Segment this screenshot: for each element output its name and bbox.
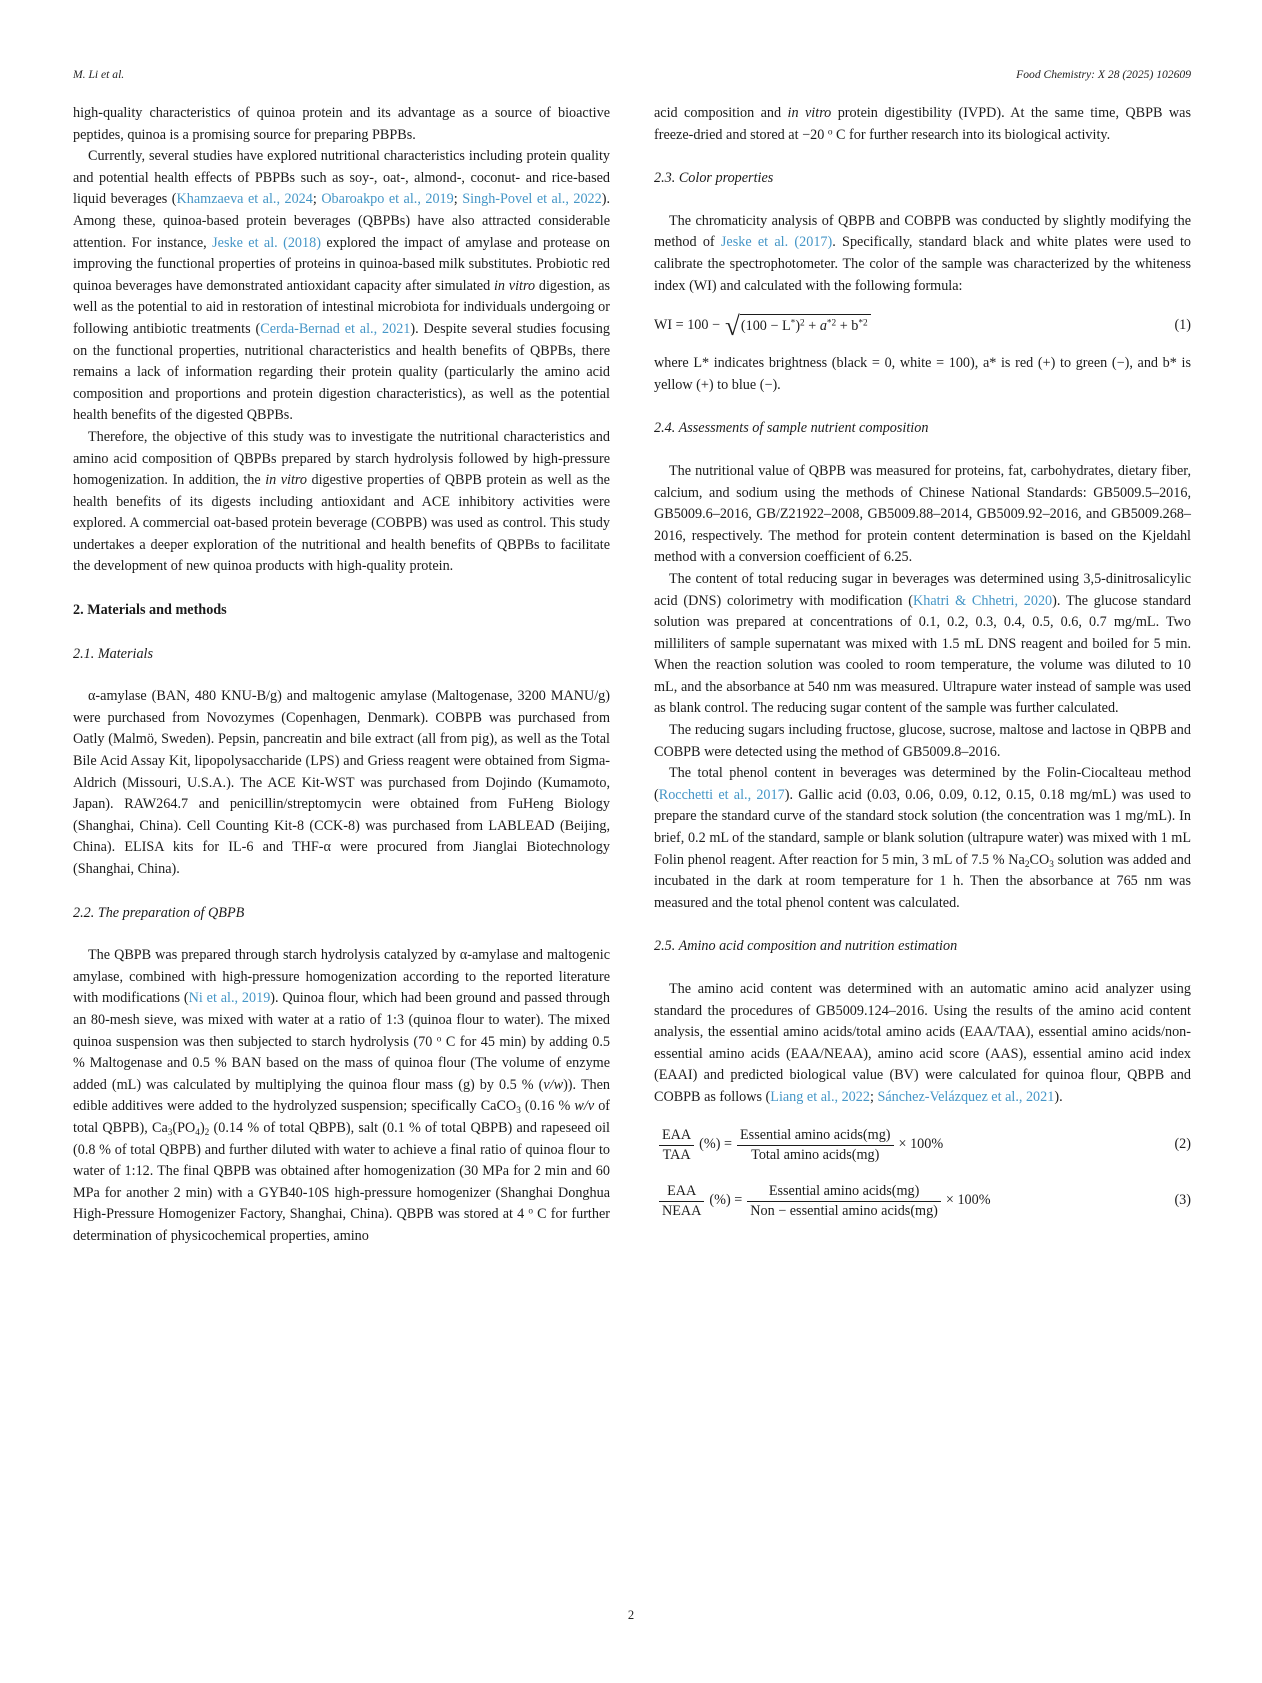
fraction-essential-nonessential bbox=[747, 1182, 941, 1221]
citation-link[interactable]: Jeske et al. (2017) bbox=[720, 234, 833, 251]
fraction-essential-total bbox=[737, 1126, 894, 1165]
running-head-journal: Food Chemistry: X 28 (2025) 102609 bbox=[1016, 68, 1191, 81]
text-segment: C for 45 min) by adding 0.5 % Maltogenase and 0.5 % BAN based on the mass of quinoa flour (The volume of enzyme added (mL) was calculated by multiplying the quinoa flour mass (g) by 0.5 % ( bbox=[73, 1033, 610, 1093]
paragraph-sugars-detected bbox=[654, 720, 1191, 763]
column-right bbox=[654, 103, 1191, 1248]
text-segment: ). Despite several studies focusing on the functional properties, nutritional characteristics and health benefits of QBPBs, there remains a lack of information regarding their protein quality (particularly the amino acid composition and proportions and protein digestion characteristics), as well as the potential health benefits of the digested QBPBs. bbox=[73, 320, 610, 424]
paragraph-amino-acid bbox=[654, 979, 1191, 1109]
text-segment: protein digestibility (IVPD). At the same time, QBPB was freeze-dried and stored at −20 bbox=[654, 105, 1191, 143]
text-segment: )). Then edible additives were added to the hydrolyzed suspension; specifically CaCO bbox=[73, 1076, 611, 1115]
text-segment: + bbox=[804, 318, 820, 335]
equation-number-2: (2) bbox=[1174, 1136, 1191, 1153]
text-segment: (0.16 % bbox=[520, 1098, 575, 1115]
fraction-denominator: Non − essential amino acids(mg) bbox=[747, 1201, 941, 1221]
text-segment: ) bbox=[199, 1119, 205, 1136]
paragraph-reducing-sugar bbox=[654, 569, 1191, 720]
text-segment: CO bbox=[1029, 851, 1050, 868]
text-segment: where L* indicates brightness (black = 0, white = 100), a* is red (+) to green (−), and b* is yellow (+) to blue (−). bbox=[654, 355, 1191, 393]
text-segment: v/w bbox=[543, 1076, 564, 1093]
text-segment: w/v bbox=[574, 1098, 595, 1115]
text-segment: of total QBPB), Ca bbox=[73, 1098, 611, 1136]
paragraph-total-phenol bbox=[654, 763, 1191, 914]
text-segment: in vitro bbox=[493, 277, 536, 294]
equation-mid: (%) = bbox=[709, 1192, 743, 1209]
fraction-denominator: NEAA bbox=[659, 1201, 704, 1221]
text-segment: (0.14 % of total QBPB), salt (0.1 % of total QBPB) and rapeseed oil (0.8 % of total QBPB) and further diluted with water to achieve a final ratio of quinoa flour to water of 1:12. The final QBPB was obtained after homogenization (30 MPa for 2 min and 60 MPa for another 2 min) with a GYB40-10S high-pressure homogenizer (Shanghai Donghua High-Pressure Homogenizer Factory, Shanghai, China). QBPB was stored at 4 bbox=[73, 1119, 610, 1223]
subsection-heading-materials: 2.1. Materials bbox=[73, 645, 153, 662]
text-segment: explored the impact of amylase and protease on improving the functional properties of proteins in quinoa-based milk substitutes. Probiotic red quinoa beverages have demonstrated antioxidant capacity after simulated bbox=[73, 234, 610, 294]
text-segment: 2 bbox=[800, 318, 805, 329]
fraction-eaa-neaa bbox=[659, 1182, 704, 1221]
fraction-numerator: Essential amino acids(mg) bbox=[768, 1182, 920, 1199]
citation-link[interactable]: Khamzaeva et al., 2024 bbox=[176, 191, 313, 208]
equation-eaa-neaa bbox=[654, 1182, 1191, 1221]
equation-times: × 100% bbox=[945, 1192, 991, 1209]
text-segment: acid composition and bbox=[654, 105, 788, 121]
text-segment: * bbox=[790, 318, 796, 329]
paragraph-continuation bbox=[654, 103, 1191, 146]
radical bbox=[725, 311, 871, 342]
citation-link[interactable]: Cerda-Bernad et al., 2021 bbox=[260, 320, 411, 337]
fraction-eaa-taa bbox=[659, 1126, 694, 1165]
fraction-numerator: Essential amino acids(mg) bbox=[740, 1126, 891, 1143]
text-segment: 2 bbox=[204, 1127, 210, 1138]
text-segment: 2 bbox=[1024, 859, 1030, 870]
subsection-heading-color: 2.3. Color properties bbox=[654, 170, 774, 187]
radical-sign: √ bbox=[725, 311, 740, 342]
text-segment: ). Quinoa flour, which had been ground and passed through an 80-mesh sieve, was mixed with water at a ratio of 1:3 (quinoa flour to water). The mixed quinoa suspension was then subjected to starch hydrolysis (70 bbox=[73, 990, 610, 1050]
text-segment: 4 bbox=[195, 1127, 200, 1138]
text-segment: 3 bbox=[1049, 859, 1054, 870]
text-segment: The content of total reducing sugar in beverages was determined using 3,5-dinitrosalicylic acid (DNS) colorimetry with modification ( bbox=[654, 570, 1191, 609]
text-segment: The nutritional value of QBPB was measured for proteins, fat, carbohydrates, dietary fiber, calcium, and sodium using the methods of Chinese National Standards: GB5009.5–2016, GB5009.6–2016, GB/Z21922–2008, GB5009.88–2014, GB5009.92–2016, and GB5009.268–2016, respectively. The method for protein content determination is based on the Kjeldahl method with a conversion coefficient of 6.25. bbox=[654, 462, 1191, 566]
text-segment: The chromaticity analysis of QBPB and COBPB was conducted by slightly modifying the method of bbox=[654, 212, 1191, 251]
subsection-heading-nutrient: 2.4. Assessments of sample nutrient composition bbox=[654, 420, 929, 437]
equation-whiteness-index bbox=[654, 311, 1191, 342]
equation-mid: (%) = bbox=[699, 1136, 732, 1153]
text-segment: ; bbox=[312, 191, 322, 208]
text-segment: The total phenol content in beverages was determined by the Folin-Ciocalteau method ( bbox=[654, 765, 1191, 803]
text-segment: *2 bbox=[858, 318, 868, 329]
equation-times: × 100% bbox=[898, 1136, 944, 1153]
page-number: 2 bbox=[627, 1608, 635, 1622]
text-segment: C for further research into its biological activity. bbox=[832, 126, 1111, 143]
text-segment: The amino acid content was determined with an automatic amino acid analyzer using standard the procedures of GB5009.124–2016. Using the results of the amino acid content analysis, the essential amino acids/total amino acids (EAA/TAA), essential amino acids/non-essential amino acids (EAA/NEAA), amino acid score (AAS), essential amino acid index (EAAI) and predicted biological value (BV) were calculated for quinoa flour, QBPB and COBPB as follows ( bbox=[654, 981, 1191, 1105]
text-segment: in vitro bbox=[265, 472, 307, 489]
text-segment: (100 − L bbox=[740, 318, 791, 335]
text-segment: The QBPB was prepared through starch hydrolysis catalyzed by α-amylase and maltogenic amylase, combined with high-pressure homogenization according to the reported literature with modifications ( bbox=[73, 947, 610, 1007]
fraction-denominator: Total amino acids(mg) bbox=[737, 1145, 894, 1165]
text-segment: o bbox=[528, 1206, 533, 1217]
equation-eaa-taa bbox=[654, 1126, 1191, 1165]
citation-link[interactable]: Khatri & Chhetri, 2020 bbox=[913, 592, 1053, 609]
equation-eaa-neaa-body bbox=[654, 1182, 991, 1221]
text-segment: in vitro bbox=[787, 105, 832, 121]
text-segment: + b bbox=[836, 318, 859, 335]
text-segment: ). Gallic acid (0.03, 0.06, 0.09, 0.12, 0.15, 0.18 mg/mL) was used to prepare the standard curve of the standard stock solution (the concentration was 1 mg/mL). In brief, 0.2 mL of the standard, sample or blank solution (ultrapure water) was mixed with 1 mL Folin phenol reagent. After reaction for 5 min, 3 mL of 7.5 % Na bbox=[654, 786, 1191, 868]
citation-link[interactable]: Ni et al., 2019 bbox=[188, 990, 271, 1007]
section-heading-materials-methods: 2. Materials and methods bbox=[73, 602, 227, 619]
text-segment: ). Among these, quinoa-based protein beverages (QBPBs) have also attracted considerable attention. For instance, bbox=[73, 191, 611, 251]
paragraph-preparation bbox=[73, 945, 610, 1247]
citation-link[interactable]: Singh-Povel et al., 2022 bbox=[462, 191, 602, 208]
fraction-numerator: EAA bbox=[662, 1126, 692, 1143]
text-segment: α-amylase (BAN, 480 KNU-B/g) and maltogenic amylase (Maltogenase, 3200 MANU/g) were purchased from Novozymes (Copenhagen, Denmark). COBPB was purchased from Oatly (Malmö, Sweden). Pepsin, pancreatin and bile extract (all from pig), as well as the Total Bile Acid Assay Kit, lipopolysaccharide (LPS) and Griess reagent were obtained from Sigma-Aldrich (Missouri, U.S.A.). The ACE Kit-WST was purchased from Dojindo (Kumamoto, Japan). RAW264.7 and penicillin/streptomycin were obtained from FuHeng Biology (Shanghai, China). Cell Counting Kit-8 (CCK-8) was purchased from LABLEAD (Beijing, China). ELISA kits for IL-6 and THF-α were procured from Jianglai Biotechnology (Shanghai, China). bbox=[73, 688, 610, 877]
citation-link[interactable]: Liang et al., 2022 bbox=[770, 1088, 870, 1105]
paragraph-reagents bbox=[73, 686, 610, 880]
column-left bbox=[73, 103, 610, 1248]
text-segment: digestive properties of QBPB protein as well as the health benefits of its digests including antioxidant and ACE inhibitory activities were explored. A commercial oat-based protein beverage (COBPB) was used as control. This study undertakes a deeper exploration of the nutritional and health benefits of QBPBs to facilitate the development of new quinoa products with high-quality protein. bbox=[73, 472, 610, 575]
citation-link[interactable]: Obaroakpo et al., 2019 bbox=[321, 191, 454, 208]
text-segment: ). The glucose standard solution was prepared at concentrations of 0.1, 0.2, 0.3, 0.4, 0.5, 0.6, 0.7 mg/mL. Two milliliters of sample supernatant was mixed with 1.5 mL DNS reagent and boiled for 5 min. When the reaction solution was cooled to room temperature, the volume was diluted to 10 mL, and the absorbance at 540 nm was measured. Ultrapure water instead of sample was used as blank control. The reducing sugar content of the sample was further calculated. bbox=[654, 592, 1191, 717]
equation-wi-lhs: WI = 100 − bbox=[654, 317, 721, 334]
text-segment: high-quality characteristics of quinoa protein and its advantage as a source of bioactive peptides, quinoa is a promising source for preparing PBPBs. bbox=[73, 105, 610, 143]
running-head-author: M. Li et al. bbox=[73, 68, 125, 81]
text-segment: (PO bbox=[172, 1119, 196, 1136]
text-segment: ; bbox=[453, 191, 463, 208]
text-segment: ; bbox=[869, 1088, 878, 1105]
radicand bbox=[740, 314, 871, 336]
paragraph-objective bbox=[73, 427, 610, 578]
citation-link[interactable]: Rocchetti et al., 2017 bbox=[658, 786, 785, 803]
citation-link[interactable]: Jeske et al. (2018) bbox=[212, 234, 321, 251]
text-segment: Therefore, the objective of this study was to investigate the nutritional characteristics and amino acid composition of QBPBs prepared by starch hydrolysis followed by high-pressure homogenization. In addition, the bbox=[73, 428, 610, 489]
text-segment: ) bbox=[795, 318, 801, 335]
paragraph-where-definition bbox=[654, 353, 1191, 396]
text-segment: C for further determination of physicochemical properties, amino bbox=[73, 1206, 610, 1244]
page-footer bbox=[0, 1608, 1262, 1623]
text-segment: 3 bbox=[516, 1106, 521, 1117]
text-segment: ). bbox=[1054, 1088, 1063, 1105]
equation-eaa-taa-body bbox=[654, 1126, 943, 1165]
fraction-numerator: EAA bbox=[667, 1182, 697, 1199]
text-segment: o bbox=[827, 127, 833, 138]
subsection-heading-amino: 2.5. Amino acid composition and nutrition estimation bbox=[654, 938, 958, 955]
paragraph-current-studies bbox=[73, 146, 610, 427]
text-segment: 3 bbox=[167, 1127, 173, 1138]
paragraph-color-properties bbox=[654, 211, 1191, 297]
citation-link[interactable]: Sánchez-Velázquez et al., 2021 bbox=[877, 1088, 1055, 1105]
equation-wi-body bbox=[654, 311, 871, 342]
text-segment: Currently, several studies have explored nutritional characteristics including protein quality and potential health effects of PBPBs such as soy-, oat-, almond-, coconut- and rice-based liquid beverages ( bbox=[73, 148, 610, 208]
text-segment: solution was added and incubated in the dark at room temperature for 1 h. Then the absorbance at 765 nm was measured and the total phenol content was calculated. bbox=[654, 851, 1191, 911]
equation-number-3: (3) bbox=[1174, 1192, 1191, 1209]
text-segment: o bbox=[436, 1034, 442, 1045]
subsection-heading-preparation: 2.2. The preparation of QBPB bbox=[73, 904, 245, 921]
text-segment: a bbox=[819, 318, 827, 335]
text-segment: *2 bbox=[826, 318, 837, 329]
paragraph-nutritional-value bbox=[654, 461, 1191, 569]
text-segment: digestion, as well as the potential to aid in restoration of intestinal microbiota for individuals undergoing or following antibiotic treatments ( bbox=[73, 277, 611, 337]
text-segment: The reducing sugars including fructose, glucose, sucrose, maltose and lactose in QBPB and COBPB were detected using the method of GB5009.8–2016. bbox=[654, 722, 1191, 760]
running-head bbox=[73, 68, 1191, 81]
fraction-denominator: TAA bbox=[659, 1145, 694, 1165]
paragraph-intro-continuation bbox=[73, 103, 610, 146]
page-content bbox=[73, 103, 1191, 1248]
equation-number-1: (1) bbox=[1174, 317, 1191, 334]
text-segment: . Specifically, standard black and white plates were used to calibrate the spectrophotometer. The color of the sample was characterized by the whiteness index (WI) and calculated with the following formula: bbox=[654, 234, 1191, 294]
